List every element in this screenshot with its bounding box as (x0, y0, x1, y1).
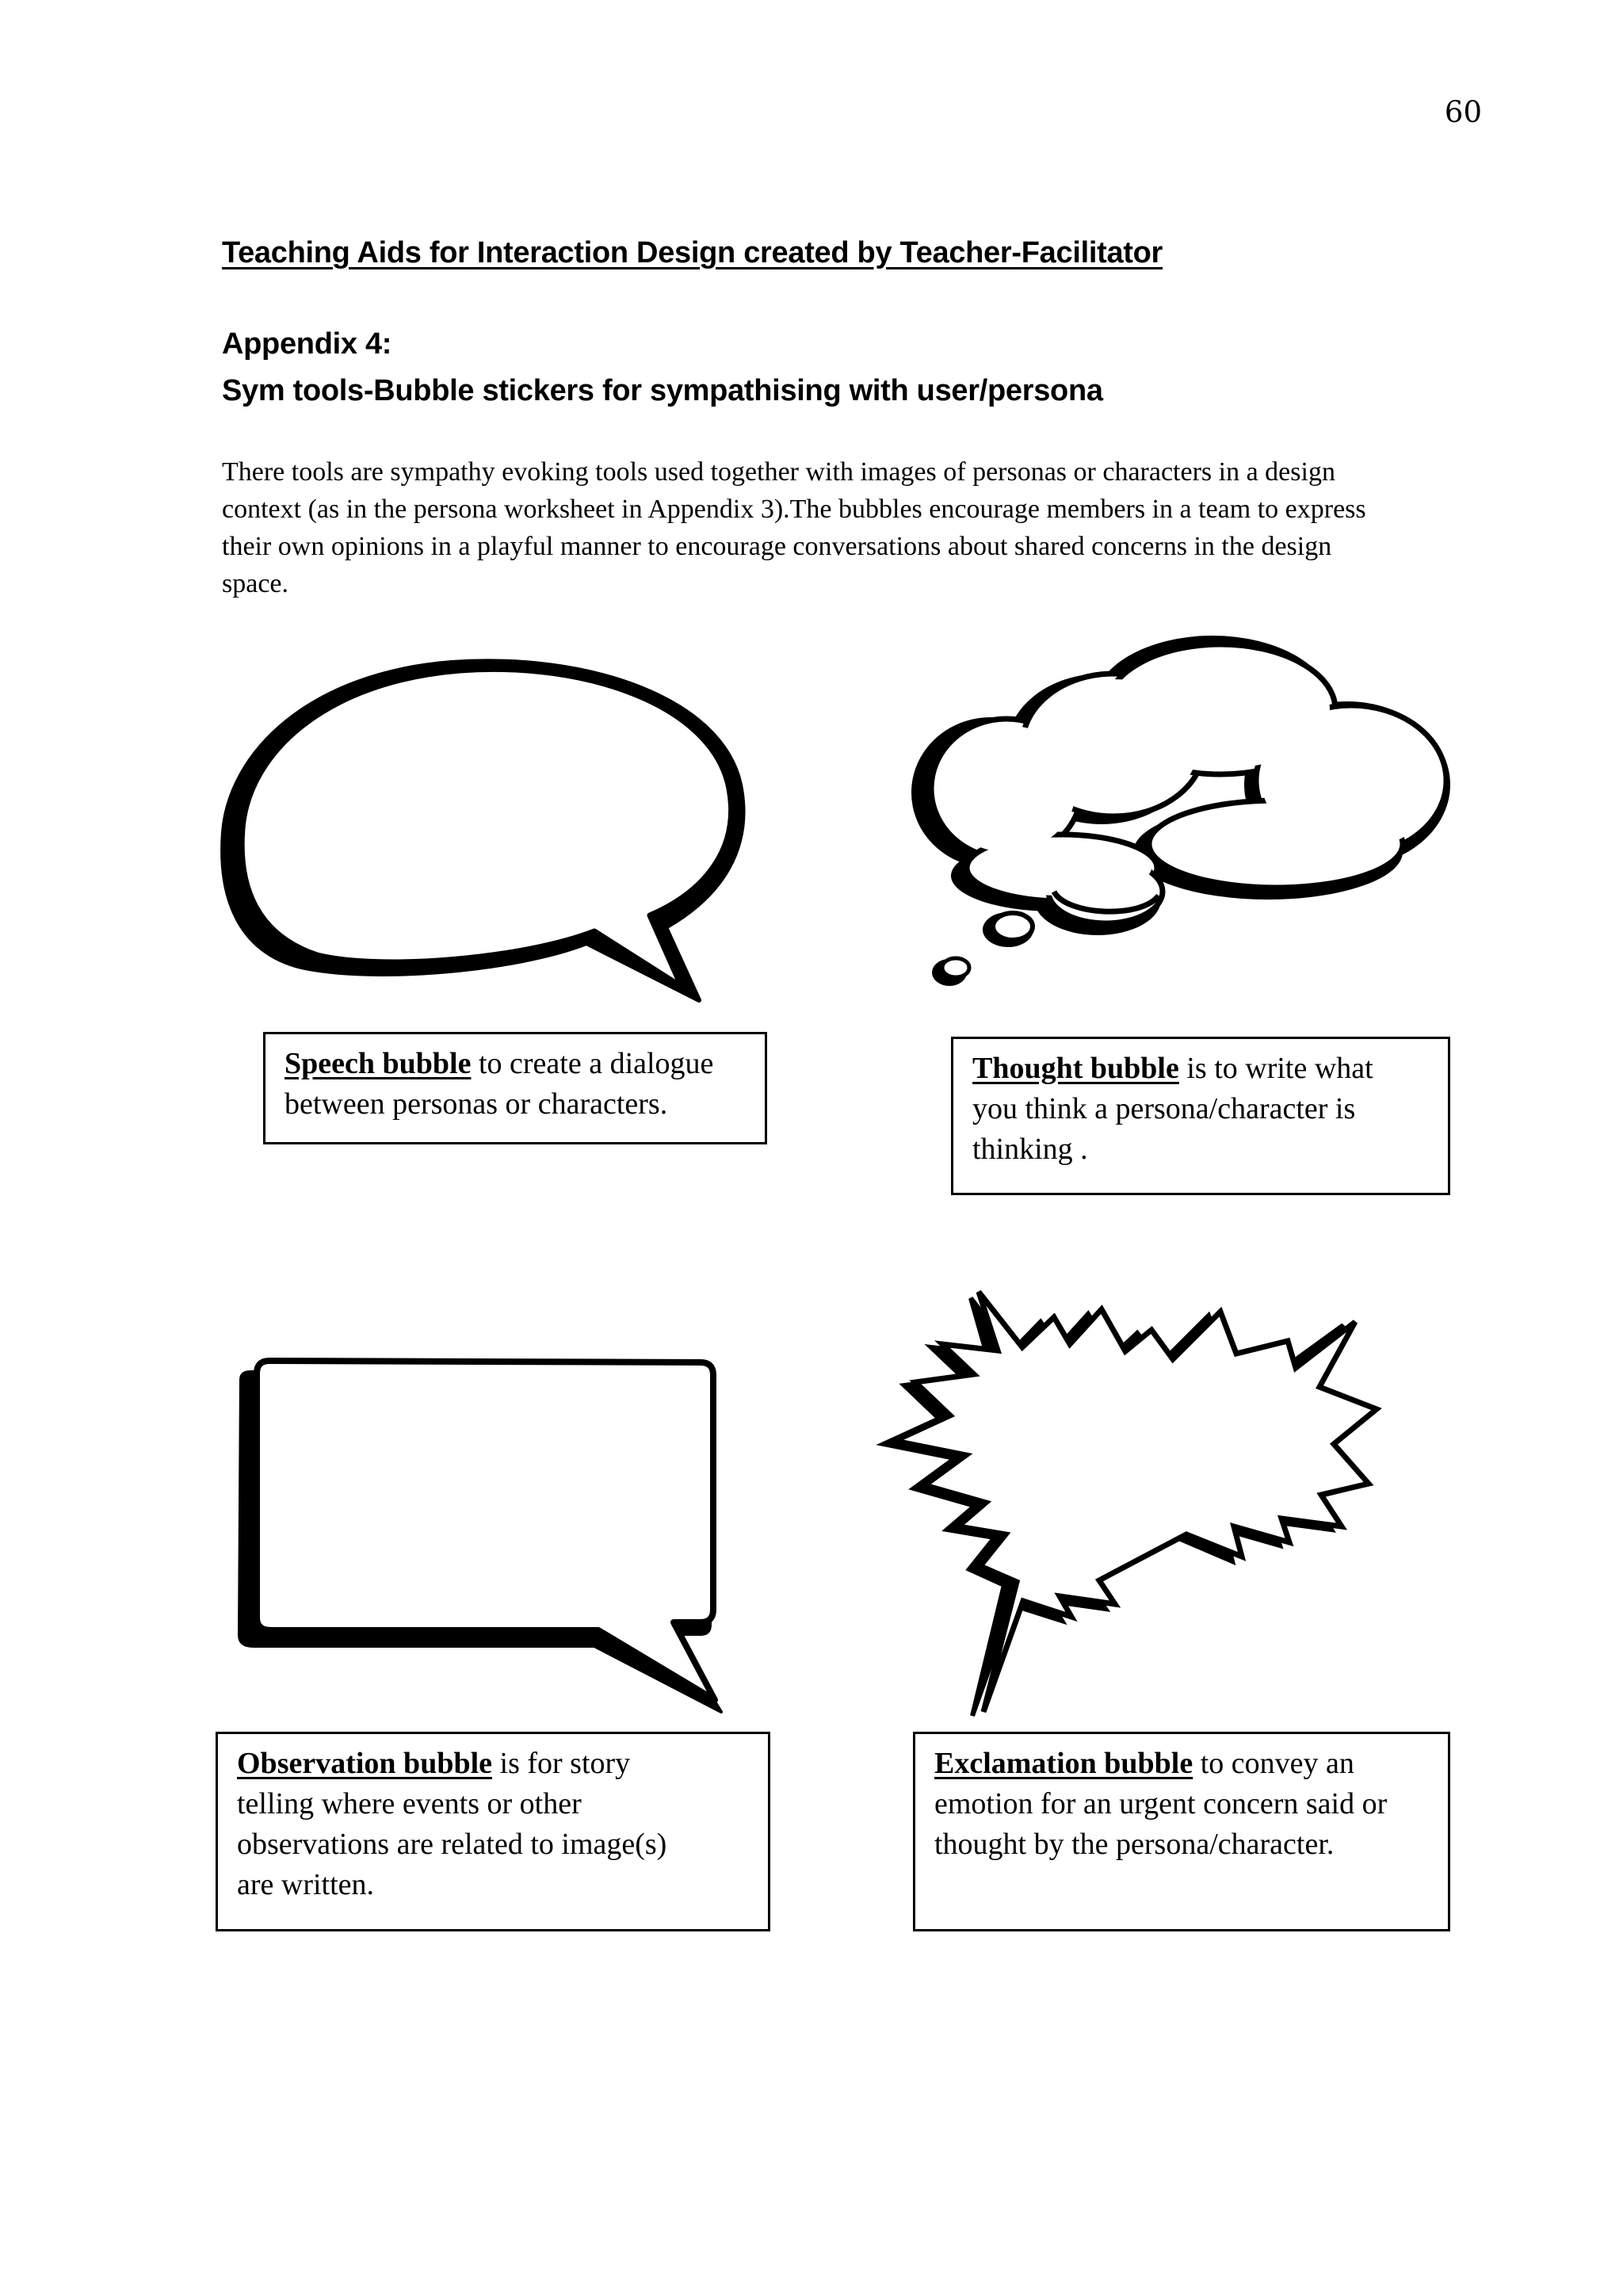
observation-bubble-term: Observation bubble (237, 1747, 493, 1780)
caption-text: to create a dialogue (471, 1047, 714, 1080)
caption-text: you think a persona/character is (972, 1092, 1356, 1125)
observation-bubble-icon (230, 1351, 737, 1724)
intro-line: There tools are sympathy evoking tools used together with images of personas or characters in a design (222, 457, 1335, 487)
page-number: 60 (1444, 95, 1482, 129)
caption-text: thinking . (972, 1133, 1088, 1166)
exclamation-bubble-icon (876, 1268, 1446, 1720)
caption-text: telling where events or other (237, 1787, 582, 1820)
caption-text: is for story (492, 1747, 631, 1780)
page-heading: Teaching Aids for Interaction Design created by Teacher-Facilitator (222, 236, 1163, 269)
thought-bubble-caption (951, 1037, 1450, 1195)
exclamation-bubble-caption (913, 1732, 1450, 1931)
caption-text: is to write what (1178, 1052, 1373, 1085)
caption-text: are written. (237, 1868, 375, 1901)
thought-bubble-term: Thought bubble (972, 1052, 1179, 1085)
thought-bubble-icon (903, 630, 1466, 1003)
caption-text: emotion for an urgent concern said or (934, 1787, 1388, 1820)
intro-paragraph (222, 453, 1490, 602)
page-subtitle: Sym tools-Bubble stickers for sympathising with user/persona (222, 374, 1103, 407)
appendix-label: Appendix 4: (222, 327, 392, 361)
speech-bubble-icon (214, 634, 769, 1007)
intro-line: context (as in the persona worksheet in Appendix 3).The bubbles encourage members in a team to express (222, 495, 1366, 524)
caption-text: thought by the persona/character. (934, 1828, 1335, 1861)
caption-text: observations are related to image(s) (237, 1828, 667, 1861)
speech-bubble-term: Speech bubble (285, 1047, 472, 1080)
intro-line: their own opinions in a playful manner to encourage conversations about shared concerns in the design (222, 532, 1332, 561)
observation-bubble-caption (216, 1732, 770, 1931)
speech-bubble-caption (263, 1032, 767, 1144)
exclamation-bubble-term: Exclamation bubble (934, 1747, 1193, 1780)
caption-text: to convey an (1193, 1747, 1354, 1780)
caption-text: between personas or characters. (285, 1087, 668, 1121)
intro-line: space. (222, 569, 289, 598)
